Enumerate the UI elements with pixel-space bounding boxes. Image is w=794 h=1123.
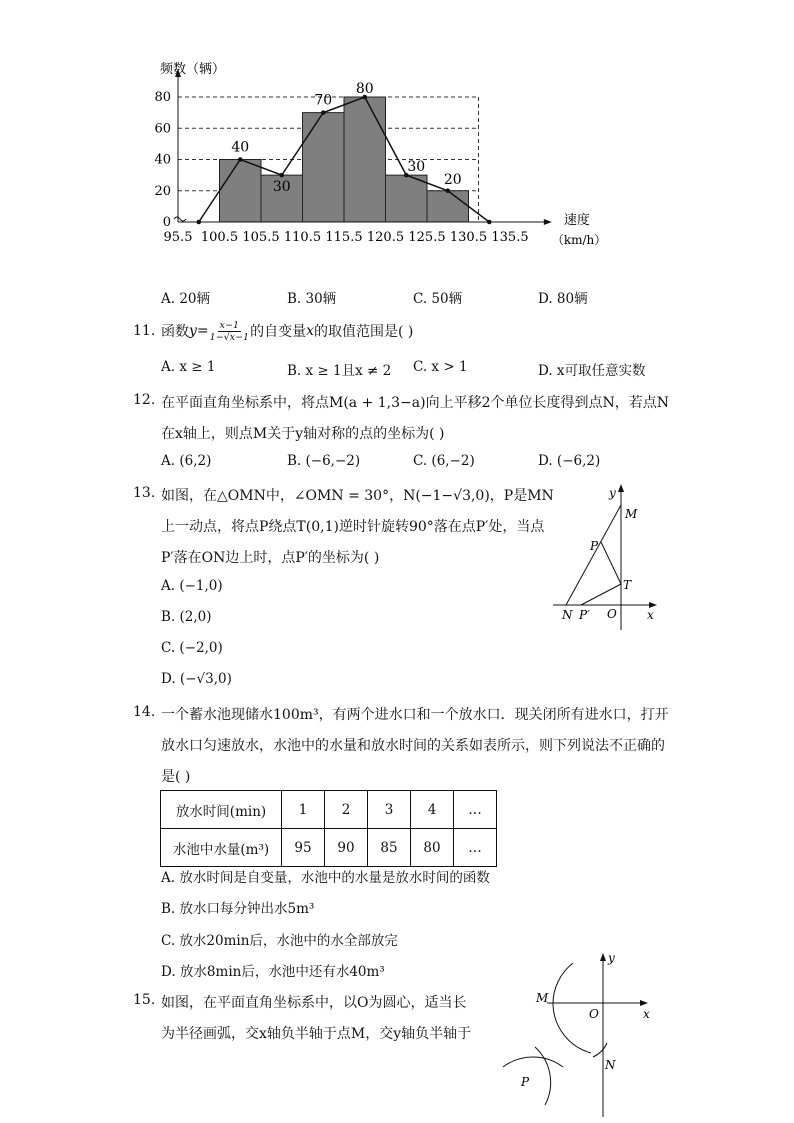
- q15-arc-N: [593, 1043, 607, 1057]
- q11-pre: 函数: [161, 324, 189, 340]
- q12-option-d[interactable]: D. (−6,2): [538, 453, 601, 469]
- x-tick-label: 95.5: [163, 230, 193, 245]
- x-tick-label: 120.5: [366, 230, 405, 245]
- q13-label-y: y: [609, 486, 616, 500]
- table-row: [161, 829, 497, 867]
- q15-label-O: O: [589, 1007, 599, 1021]
- q14-table: [160, 790, 497, 867]
- data-label: 80: [355, 81, 374, 97]
- q11-x: x: [306, 323, 314, 339]
- table-cell: 85: [368, 829, 411, 867]
- q13-label-O: O: [607, 607, 617, 621]
- q13-label-P-prime: P′: [579, 608, 590, 622]
- q13-option-a[interactable]: A. (−1,0): [161, 578, 223, 594]
- table-cell: 90: [325, 829, 368, 867]
- x-tick-label: 125.5: [408, 230, 446, 245]
- q14-option-c[interactable]: C. 放水20min后，水池中的水全部放完: [161, 933, 398, 949]
- q11-post2: 的取值范围是( ): [313, 324, 414, 340]
- q15-label-y: y: [608, 951, 615, 965]
- q14-line2: 放水口匀速放水，水池中的水量和放水时间的关系如表所示，则下列说法不正确的: [161, 738, 665, 754]
- q15-y-arrow: [600, 953, 606, 961]
- polygon-point: [279, 173, 284, 178]
- y-tick-label: 0: [162, 215, 171, 230]
- table-cell: 3: [368, 791, 411, 829]
- q15-figure: [495, 945, 665, 1120]
- q15-label-P: P: [521, 1075, 530, 1089]
- table-cell: 4: [411, 791, 454, 829]
- q13-label-T: T: [623, 578, 632, 592]
- q12-option-b[interactable]: B. (−6,−2): [287, 453, 361, 469]
- q13-option-b[interactable]: B. (2,0): [161, 609, 212, 625]
- x-tick-label: 130.5: [449, 230, 488, 245]
- data-label: 30: [272, 179, 291, 196]
- q10-option-d[interactable]: D. 80辆: [538, 291, 588, 307]
- q15-x-arrow: [640, 1000, 648, 1006]
- data-label: 20: [443, 171, 462, 188]
- histogram-bar: [386, 175, 428, 222]
- q13-segment-PT: [601, 542, 621, 584]
- q14-option-d[interactable]: D. 放水8min后，水池中还有水40m³: [161, 964, 385, 980]
- q13-label-P: P: [590, 539, 599, 553]
- q13-segment-TPp: [581, 584, 621, 605]
- y-tick-label: 80: [154, 90, 171, 105]
- x-tick-label: 110.5: [283, 230, 322, 245]
- polygon-point: [487, 220, 492, 225]
- polygon-point: [445, 188, 450, 193]
- q11-option-c[interactable]: C. x > 1: [413, 359, 468, 375]
- q13-segment-NM: [566, 505, 621, 605]
- q14-line3: 是( ): [161, 769, 191, 785]
- q13-label-N: N: [562, 608, 573, 622]
- q11-option-a[interactable]: A. x ≥ 1: [161, 359, 216, 375]
- q14-number: 14.: [133, 704, 156, 720]
- q12-line2: 在x轴上，则点M关于y轴对称的点的坐标为( ): [161, 426, 445, 442]
- histogram-bar: [427, 191, 469, 222]
- q12-line1: 在平面直角坐标系中，将点M(a + 1,3−a)向上平移2个单位长度得到点N，若点N: [161, 395, 669, 411]
- q15-number: 15.: [133, 992, 156, 1008]
- q10-option-b[interactable]: B. 30辆: [287, 291, 337, 307]
- q14-option-a[interactable]: A. 放水时间是自变量，水池中的水量是放水时间的函数: [161, 870, 490, 886]
- table-cell: 放水时间(min): [161, 791, 282, 829]
- x-axis-unit: （km/h）: [551, 233, 607, 247]
- q11-number: 11.: [133, 323, 156, 339]
- q13-line2: 上一动点，将点P绕点T(0,1)逆时针旋转90°落在点P′处，当点: [161, 519, 545, 535]
- histogram-bar: [220, 160, 262, 223]
- q13-line1: 如图，在△OMN中，∠OMN = 30°，N(−1−√3,0)，P是MN: [161, 488, 554, 504]
- table-cell: 水池中水量(m³): [161, 829, 282, 867]
- table-row: [161, 791, 497, 829]
- q15-arc-left: [503, 1057, 563, 1067]
- polygon-point: [238, 157, 243, 162]
- q13-number: 13.: [133, 485, 156, 501]
- table-cell: …: [454, 791, 497, 829]
- q11-eq: =: [196, 323, 209, 339]
- q15-arc-big: [553, 963, 591, 1053]
- q15-line2: 为半径画弧，交x轴负半轴于点M，交y轴负半轴于: [161, 1026, 472, 1042]
- q11-y: y: [189, 323, 197, 339]
- y-tick-label: 60: [154, 121, 171, 137]
- table-cell: 1: [282, 791, 325, 829]
- q11-frac-denominator: 1−√x−1: [209, 331, 250, 343]
- speed-histogram: [140, 55, 660, 255]
- histogram-bar: [303, 113, 345, 222]
- data-label: 70: [314, 92, 333, 109]
- q13-option-c[interactable]: C. (−2,0): [161, 640, 223, 656]
- table-cell: 95: [282, 829, 325, 867]
- q13-label-x: x: [647, 608, 654, 622]
- q13-figure: [545, 480, 675, 635]
- q11-frac-numerator: x−1: [219, 319, 240, 331]
- q13-y-arrow: [618, 484, 624, 492]
- q14-line1: 一个蓄水池现储水100m³，有两个进水口和一个放水口．现关闭所有进水口，打开: [161, 707, 669, 723]
- q13-line3: P′落在ON边上时，点P′的坐标为( ): [161, 550, 380, 566]
- polygon-point: [321, 110, 326, 115]
- table-cell: 80: [411, 829, 454, 867]
- x-tick-label: 135.5: [491, 230, 529, 245]
- q14-option-b[interactable]: B. 放水口每分钟出水5m³: [161, 901, 315, 917]
- table-cell: 2: [325, 791, 368, 829]
- q10-option-a[interactable]: A. 20辆: [161, 291, 211, 307]
- polygon-point: [196, 220, 201, 225]
- q13-label-M: M: [625, 507, 638, 521]
- table-cell: …: [454, 829, 497, 867]
- q15-line1: 如图，在平面直角坐标系中，以O为圆心，适当长: [161, 995, 467, 1011]
- q12-option-a[interactable]: A. (6,2): [161, 453, 212, 469]
- x-tick-label: 105.5: [242, 230, 280, 245]
- y-axis-title: 频数（辆）: [160, 62, 226, 77]
- q11-fraction: [210, 320, 249, 343]
- q11-option-b[interactable]: B. x ≥ 1且x ≠ 2: [287, 363, 392, 379]
- data-label: 40: [231, 139, 250, 156]
- x-tick-label: 100.5: [200, 230, 239, 245]
- q13-option-d[interactable]: D. (−√3,0): [161, 671, 232, 687]
- q15-label-N: N: [605, 1058, 616, 1072]
- q15-label-x: x: [643, 1007, 650, 1021]
- histogram-bar: [344, 97, 386, 222]
- q15-arc-right: [535, 1047, 551, 1105]
- y-tick-label: 40: [154, 152, 171, 168]
- q15-label-M: M: [536, 991, 549, 1005]
- q11-post1: 的自变量: [250, 324, 307, 340]
- y-tick-label: 20: [154, 183, 171, 199]
- q11-stem: [161, 316, 413, 346]
- q12-option-c[interactable]: C. (6,−2): [413, 453, 475, 469]
- q12-number: 12.: [133, 392, 156, 408]
- x-tick-label: 115.5: [325, 230, 363, 245]
- q11-option-d[interactable]: D. x可取任意实数: [538, 363, 646, 379]
- data-label: 30: [407, 159, 426, 176]
- x-axis-title: 速度: [563, 213, 590, 228]
- x-axis-arrow: [544, 219, 552, 225]
- axis-break: [174, 217, 186, 221]
- q10-option-c[interactable]: C. 50辆: [413, 291, 463, 307]
